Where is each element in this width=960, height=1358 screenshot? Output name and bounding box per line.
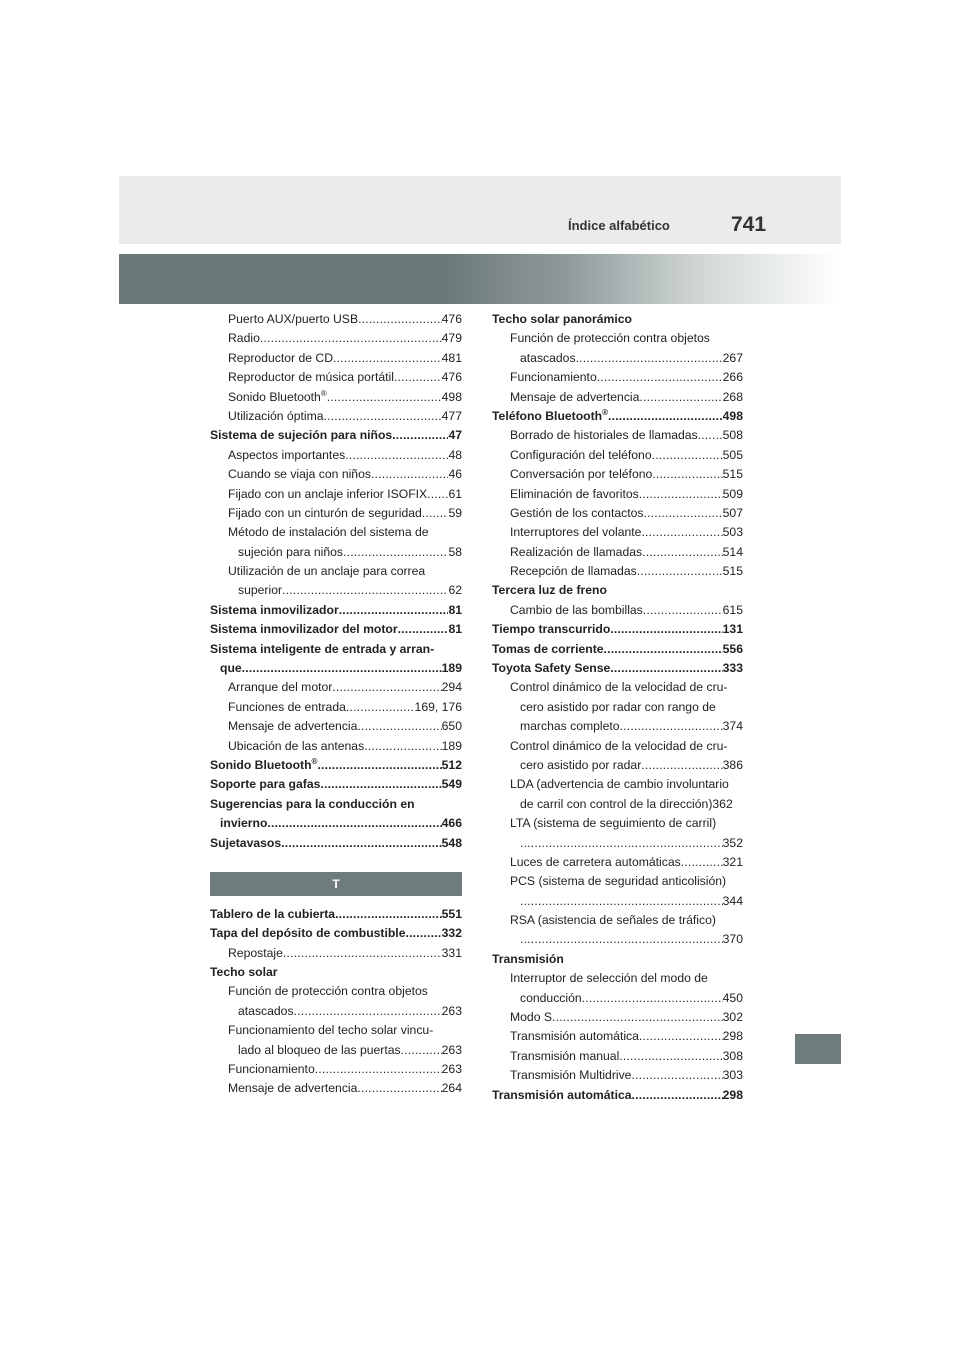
index-entry-label: LDA (advertencia de cambio involuntario — [510, 777, 729, 792]
dot-leader — [552, 1008, 723, 1027]
index-entry-page: 61 — [448, 486, 462, 501]
index-entry-label: Tercera luz de freno — [492, 583, 607, 598]
index-entry-label: Soporte para gafas — [210, 777, 321, 792]
index-entry — [492, 523, 743, 542]
dot-leader — [242, 659, 442, 678]
dot-leader — [422, 504, 449, 523]
index-entry-page: 556 — [722, 641, 743, 656]
index-entry-page: 46 — [448, 467, 462, 482]
index-entry-label: Funcionamiento — [228, 1062, 315, 1077]
dot-leader — [604, 640, 723, 659]
index-entry-page: 332 — [441, 926, 462, 941]
index-entry-label: Sistema inmovilizador — [210, 602, 339, 617]
index-entry — [492, 465, 743, 484]
index-entry — [210, 485, 462, 504]
dot-leader — [339, 601, 449, 620]
index-entry — [210, 1021, 462, 1040]
index-entries-t — [210, 905, 462, 1099]
section-letter-bar — [210, 872, 462, 896]
index-entry-page: 615 — [722, 602, 743, 617]
dot-leader — [282, 581, 448, 600]
dot-leader — [610, 659, 722, 678]
index-entry-label: Tomas de corriente — [492, 641, 604, 656]
index-entry-label: Interruptores del volante — [510, 525, 642, 540]
dot-leader — [576, 349, 723, 368]
dot-leader — [652, 465, 722, 484]
index-entry — [210, 601, 462, 620]
index-entry-page: 169, 176 — [414, 699, 462, 714]
index-entry-label: atascados — [238, 1003, 294, 1018]
index-entry-page: 481 — [441, 350, 462, 365]
index-entry — [210, 523, 462, 542]
index-entry-page: 476 — [441, 311, 462, 326]
index-entry — [210, 368, 462, 387]
index-entry-label: Sonido Bluetooth® — [210, 756, 318, 772]
index-entry — [210, 426, 462, 445]
index-entry-label: Arranque del motor — [228, 680, 333, 695]
index-entry-page: 508 — [722, 428, 743, 443]
index-entry — [210, 1041, 462, 1060]
index-entry — [210, 329, 462, 348]
index-entry — [492, 950, 743, 969]
dot-leader — [283, 944, 442, 963]
page-number: 741 — [731, 213, 767, 236]
index-entry-page: 58 — [448, 544, 462, 559]
index-entry-label: Reproductor de CD — [228, 350, 333, 365]
index-entry — [492, 446, 743, 465]
dot-leader — [335, 905, 442, 924]
index-entry — [492, 329, 743, 348]
index-entry — [492, 969, 743, 988]
index-entry-page: 308 — [722, 1048, 743, 1063]
index-entry — [492, 892, 743, 911]
dot-leader — [641, 756, 722, 775]
index-entry-label: Sistema inteligente de entrada y arran- — [210, 641, 435, 656]
index-entry — [492, 911, 743, 930]
index-entry — [210, 640, 462, 659]
index-entry — [210, 659, 462, 678]
index-entry — [210, 446, 462, 465]
dot-leader — [343, 543, 448, 562]
index-entry — [210, 388, 462, 407]
index-entry-page: 333 — [722, 661, 743, 676]
index-entry — [492, 717, 743, 736]
dot-leader — [698, 426, 723, 445]
index-entry — [492, 1008, 743, 1027]
index-column-right — [492, 310, 743, 1105]
dot-leader — [333, 349, 442, 368]
index-entry-label: Luces de carretera automáticas — [510, 854, 681, 869]
index-entry — [210, 310, 462, 329]
index-entry-page: 263 — [441, 1042, 462, 1057]
dot-leader — [520, 931, 723, 950]
index-column-left — [210, 310, 462, 1099]
index-entry-page: 298 — [722, 1087, 743, 1102]
index-entry-label: Sistema de sujeción para niños — [210, 428, 393, 443]
index-entry-page: 321 — [722, 854, 743, 869]
index-entry — [492, 1066, 743, 1085]
index-entry-page: 498 — [441, 389, 462, 404]
index-entry — [492, 562, 743, 581]
dot-leader — [358, 310, 442, 329]
index-entry-page: 477 — [441, 408, 462, 423]
index-entry-label: Tapa del depósito de combustible — [210, 926, 406, 941]
index-entry — [492, 426, 743, 445]
index-entry-page: 505 — [722, 447, 743, 462]
dot-leader — [401, 1041, 442, 1060]
index-entry-page: 48 — [448, 447, 462, 462]
index-entry — [492, 756, 743, 775]
index-entry — [492, 1027, 743, 1046]
index-entry-label: Transmisión Multidrive — [510, 1068, 632, 1083]
dot-leader — [520, 892, 723, 911]
index-entry-page: 551 — [441, 906, 462, 921]
index-entry-page: 266 — [722, 370, 743, 385]
index-entry-label: Techo solar — [210, 965, 278, 980]
dot-leader — [520, 834, 723, 853]
index-entry-page: 514 — [722, 544, 743, 559]
index-entry — [210, 1002, 462, 1021]
dot-leader — [392, 426, 448, 445]
index-entry-label: Gestión de los contactos — [510, 505, 644, 520]
index-entry — [210, 504, 462, 523]
index-entry-page: 549 — [441, 777, 462, 792]
index-entry — [210, 1060, 462, 1079]
dot-leader — [398, 620, 449, 639]
index-entry-label: Mensaje de advertencia — [228, 719, 358, 734]
index-entry — [492, 795, 743, 814]
index-entry — [492, 349, 743, 368]
index-entry-page: 507 — [722, 505, 743, 520]
index-entry — [492, 698, 743, 717]
index-entry — [492, 407, 743, 426]
dot-leader — [639, 1027, 723, 1046]
index-entry — [210, 834, 462, 853]
index-entry-label: cero asistido por radar con rango de — [520, 699, 716, 714]
index-entry — [210, 407, 462, 426]
dot-leader — [681, 853, 723, 872]
index-entry — [210, 581, 462, 600]
index-entry-label: Control dinámico de la velocidad de cru- — [510, 680, 728, 695]
index-entry-page: 264 — [441, 1081, 462, 1096]
index-entry — [210, 905, 462, 924]
index-entry-label: Radio — [228, 331, 260, 346]
index-entry-label: Fijado con un anclaje inferior ISOFIX — [228, 486, 428, 501]
index-entries-right — [492, 310, 743, 1105]
index-entry-label: Mensaje de advertencia — [228, 1081, 358, 1096]
index-entry-page: 298 — [722, 1029, 743, 1044]
index-entry-page: 59 — [448, 505, 462, 520]
index-entry — [492, 853, 743, 872]
index-entry — [210, 963, 462, 982]
index-entry-label: Realización de llamadas — [510, 544, 643, 559]
index-entry-page: 344 — [722, 893, 743, 908]
index-entry — [210, 620, 462, 639]
dot-leader — [582, 989, 723, 1008]
dot-leader — [327, 388, 442, 407]
index-entry — [492, 310, 743, 329]
index-entry — [492, 931, 743, 950]
index-entry-label: Teléfono Bluetooth® — [492, 407, 609, 423]
dot-leader — [427, 485, 448, 504]
dot-leader — [610, 620, 722, 639]
index-entry-label: Funcionamiento del techo solar vincu- — [228, 1023, 434, 1038]
index-entry-label: invierno — [220, 816, 268, 831]
index-entry-page: 498 — [722, 408, 743, 423]
index-entry-label: LTA (sistema de seguimiento de carril) — [510, 816, 717, 831]
dot-leader — [320, 775, 441, 794]
index-entry — [210, 717, 462, 736]
index-entry-label: Transmisión automática — [492, 1087, 632, 1102]
index-entry — [492, 659, 743, 678]
index-entry-label: Ubicación de las antenas — [228, 738, 365, 753]
index-entry-page: 189 — [441, 738, 462, 753]
index-entry-label: lado al bloqueo de las puertas — [238, 1042, 401, 1057]
index-entry-label: Aspectos importantes — [228, 447, 346, 462]
index-entry-page: 331 — [441, 945, 462, 960]
index-entry — [492, 737, 743, 756]
index-entry-label: atascados — [520, 350, 576, 365]
index-entry-label: cero asistido por radar — [520, 757, 642, 772]
index-entry-page: 47 — [448, 428, 462, 443]
index-entry — [492, 1086, 743, 1105]
index-entry-page: 479 — [441, 331, 462, 346]
index-entry-label: Método de instalación del sistema de — [228, 525, 429, 540]
dot-leader — [643, 601, 723, 620]
index-entry-page: 294 — [441, 680, 462, 695]
index-entry-page: 650 — [441, 719, 462, 734]
dot-leader — [260, 329, 442, 348]
dot-leader — [364, 737, 441, 756]
index-entry-label: Mensaje de advertencia — [510, 389, 640, 404]
index-entry — [492, 775, 743, 794]
dot-leader — [631, 1066, 722, 1085]
index-entry — [210, 543, 462, 562]
index-entry-label: Tablero de la cubierta — [210, 906, 336, 921]
index-entry-page: 362 — [712, 796, 733, 811]
index-entry-label: PCS (sistema de seguridad anticolisión) — [510, 874, 727, 889]
dot-leader — [324, 407, 442, 426]
index-entry-label: Repostaje — [228, 945, 283, 960]
dot-leader — [652, 446, 723, 465]
dot-leader — [597, 368, 723, 387]
dot-leader — [632, 1086, 723, 1105]
index-entry-label: Borrado de historiales de llamadas — [510, 428, 698, 443]
index-entry-label: Sujetavasos — [210, 835, 282, 850]
dot-leader — [267, 814, 441, 833]
index-entry-page: 303 — [722, 1068, 743, 1083]
index-entry-label: Eliminación de favoritos — [510, 486, 639, 501]
index-entry — [492, 814, 743, 833]
index-entries-s — [210, 310, 462, 853]
index-entry-label: Función de protección contra objetos — [228, 984, 428, 999]
index-entry — [210, 562, 462, 581]
dot-leader — [637, 562, 723, 581]
index-entry — [210, 983, 462, 1002]
dot-leader — [619, 1047, 722, 1066]
index-entry — [210, 944, 462, 963]
index-entry-label: Puerto AUX/puerto USB — [228, 311, 359, 326]
index-entry-label: Funciones de entrada — [228, 699, 346, 714]
index-entry-label: Utilización óptima — [228, 408, 324, 423]
dot-leader — [315, 1060, 442, 1079]
index-entry — [492, 872, 743, 891]
index-entry — [210, 465, 462, 484]
index-entry-label: Funcionamiento — [510, 370, 597, 385]
index-entry-label: de carril con control de la dirección) — [520, 796, 713, 811]
index-entry — [492, 1047, 743, 1066]
index-entry — [210, 924, 462, 943]
index-entry — [210, 349, 462, 368]
dot-leader — [639, 388, 722, 407]
dot-leader — [317, 756, 441, 775]
index-entry — [210, 1079, 462, 1098]
dot-leader — [643, 504, 722, 523]
index-entry — [210, 737, 462, 756]
index-entry-label: Fijado con un cinturón de seguridad — [228, 505, 422, 520]
index-entry-page: 131 — [722, 622, 743, 637]
index-entry — [492, 543, 743, 562]
index-entry-page: 466 — [441, 816, 462, 831]
index-entry-label: Cuando se viaja con niños — [228, 467, 371, 482]
index-entry-label: Recepción de llamadas — [510, 564, 637, 579]
index-entry-page: 189 — [441, 661, 462, 676]
index-entry — [210, 814, 462, 833]
index-entry-label: marchas completo — [520, 719, 620, 734]
index-entry-page: 509 — [722, 486, 743, 501]
dot-leader — [332, 678, 441, 697]
index-entry — [210, 795, 462, 814]
dot-leader — [641, 523, 722, 542]
index-entry-label: Conversación por teléfono — [510, 467, 653, 482]
dot-leader — [357, 1079, 441, 1098]
index-entry-label: Transmisión — [492, 951, 564, 966]
dot-leader — [281, 834, 442, 853]
index-entry-label: Cambio de las bombillas — [510, 602, 643, 617]
page-header-title: Índice alfabético — [568, 218, 670, 233]
index-entry — [210, 678, 462, 697]
index-entry-page: 268 — [722, 389, 743, 404]
index-entry-label: Toyota Safety Sense — [492, 661, 611, 676]
dot-leader — [371, 465, 448, 484]
index-entry-label: Control dinámico de la velocidad de cru- — [510, 738, 728, 753]
index-entry-label: Transmisión automática — [510, 1029, 639, 1044]
index-entry-page: 476 — [441, 370, 462, 385]
index-entry — [492, 504, 743, 523]
dot-leader — [642, 543, 723, 562]
dot-leader — [608, 407, 723, 426]
index-entry-label: RSA (asistencia de señales de tráfico) — [510, 913, 716, 928]
index-entry-page: 515 — [722, 564, 743, 579]
index-entry-page: 263 — [441, 1003, 462, 1018]
index-entry-page: 374 — [722, 719, 743, 734]
index-entry-label: Sistema inmovilizador del motor — [210, 622, 398, 637]
index-entry-page: 267 — [722, 350, 743, 365]
index-entry-page: 512 — [441, 757, 462, 772]
dot-leader — [394, 368, 442, 387]
index-entry — [492, 388, 743, 407]
dot-leader — [345, 446, 448, 465]
dot-leader — [357, 717, 441, 736]
index-entry-page: 62 — [448, 583, 462, 598]
dot-leader — [405, 924, 441, 943]
index-entry — [492, 834, 743, 853]
dot-leader — [346, 698, 415, 717]
index-entry-label: Utilización de un anclaje para correa — [228, 564, 426, 579]
index-entry-label: superior — [238, 583, 283, 598]
dot-leader — [639, 485, 723, 504]
index-entry — [492, 620, 743, 639]
index-entry-page: 81 — [448, 622, 462, 637]
index-entry-label: Sugerencias para la conducción en — [210, 796, 415, 811]
index-entry-label: Transmisión manual — [510, 1048, 620, 1063]
index-entry-label: Configuración del teléfono — [510, 447, 652, 462]
index-entry — [492, 485, 743, 504]
index-entry-label: conducción — [520, 990, 582, 1005]
index-entry — [492, 678, 743, 697]
index-entry-label: Interruptor de selección del modo de — [510, 971, 708, 986]
index-entry-page: 515 — [722, 467, 743, 482]
index-entry-page: 386 — [722, 757, 743, 772]
index-entry — [492, 640, 743, 659]
index-entry-label: Función de protección contra objetos — [510, 331, 710, 346]
index-entry-label: que — [220, 661, 242, 676]
index-entry-page: 370 — [722, 932, 743, 947]
index-entry-page: 450 — [722, 990, 743, 1005]
index-entry-page: 263 — [441, 1062, 462, 1077]
index-entry-label: Tiempo transcurrido — [492, 622, 611, 637]
index-entry-page: 302 — [722, 1010, 743, 1025]
index-entry-label: Techo solar panorámico — [492, 311, 632, 326]
index-entry — [210, 775, 462, 794]
index-entry — [210, 698, 462, 717]
index-entry-label: sujeción para niños — [238, 544, 344, 559]
index-entry-page: 503 — [722, 525, 743, 540]
index-entry-page: 352 — [722, 835, 743, 850]
dot-leader — [294, 1002, 442, 1021]
index-entry — [492, 368, 743, 387]
section-side-tab — [795, 1034, 841, 1064]
index-entry — [210, 756, 462, 775]
dot-leader — [620, 717, 723, 736]
index-entry-label: Reproductor de música portátil — [228, 370, 394, 385]
index-entry — [492, 581, 743, 600]
index-entry-page: 548 — [441, 835, 462, 850]
index-entry — [492, 601, 743, 620]
section-letter: T — [332, 876, 340, 891]
index-entry — [492, 989, 743, 1008]
decorative-gradient-bar — [119, 254, 841, 304]
index-entry-label: Modo S — [510, 1010, 553, 1025]
index-entry-label: Sonido Bluetooth® — [228, 388, 327, 404]
index-entry-page: 81 — [448, 602, 462, 617]
